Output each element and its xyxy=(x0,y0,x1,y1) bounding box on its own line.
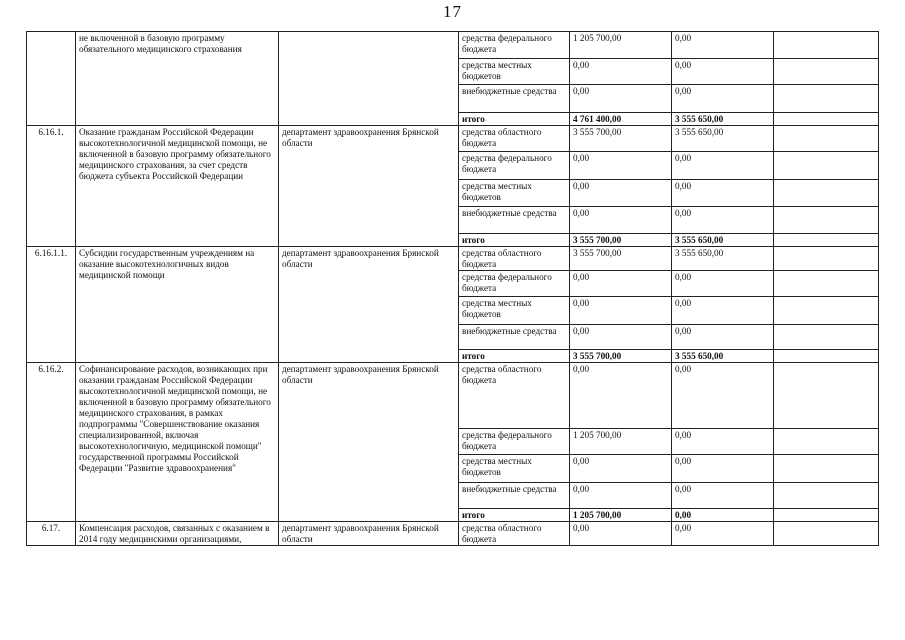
funding-row xyxy=(27,32,879,59)
funding-row xyxy=(27,126,879,152)
funding-row xyxy=(27,522,879,546)
item-name: Софинансирование расходов, возникающих при оказании гражданам Российской Федерации высокотехнологичной медицинской помощи, не включенной в базовую программу обязательного медицинского страхования, в рамках подпрограммы "Совершенствование оказания специализированной, включая высокотехнологичную, медицинской помощи" государственной программы Российской Федерации "Развитие здравоохранения" xyxy=(76,363,279,522)
amount-actual: 0,00 xyxy=(672,429,774,455)
empty-cell xyxy=(774,350,879,363)
empty-cell xyxy=(774,297,879,325)
funding-source: средства местных бюджетов xyxy=(459,59,570,85)
amount-actual: 0,00 xyxy=(672,271,774,297)
item-executor: департамент здравоохранения Брянской области xyxy=(279,126,459,247)
amount-actual: 0,00 xyxy=(672,455,774,483)
amount-actual: 0,00 xyxy=(672,85,774,113)
amount-actual: 0,00 xyxy=(672,207,774,234)
funding-row xyxy=(27,247,879,271)
funding-source: средства областного бюджета xyxy=(459,363,570,429)
amount-actual: 0,00 xyxy=(672,483,774,509)
empty-cell xyxy=(774,207,879,234)
empty-cell xyxy=(774,152,879,180)
funding-source: средства местных бюджетов xyxy=(459,180,570,207)
funding-source: итого xyxy=(459,509,570,522)
funding-source: итого xyxy=(459,113,570,126)
empty-cell xyxy=(774,455,879,483)
amount-actual: 3 555 650,00 xyxy=(672,247,774,271)
budget-table-body xyxy=(27,32,879,546)
amount-actual: 3 555 650,00 xyxy=(672,126,774,152)
empty-cell xyxy=(774,429,879,455)
funding-source: внебюджетные средства xyxy=(459,85,570,113)
amount-actual: 0,00 xyxy=(672,509,774,522)
item-code: 6.16.1. xyxy=(27,126,76,247)
item-code: 6.17. xyxy=(27,522,76,546)
amount-actual: 0,00 xyxy=(672,32,774,59)
amount-planned: 0,00 xyxy=(570,522,672,546)
funding-source: средства местных бюджетов xyxy=(459,297,570,325)
amount-actual: 3 555 650,00 xyxy=(672,113,774,126)
empty-cell xyxy=(774,271,879,297)
amount-actual: 0,00 xyxy=(672,522,774,546)
empty-cell xyxy=(774,180,879,207)
empty-cell xyxy=(774,509,879,522)
item-code xyxy=(27,32,76,126)
amount-planned: 0,00 xyxy=(570,297,672,325)
empty-cell xyxy=(774,247,879,271)
amount-planned: 0,00 xyxy=(570,152,672,180)
funding-source: внебюджетные средства xyxy=(459,207,570,234)
empty-cell xyxy=(774,325,879,350)
funding-source: средства областного бюджета xyxy=(459,247,570,271)
amount-actual: 0,00 xyxy=(672,297,774,325)
amount-planned: 3 555 700,00 xyxy=(570,247,672,271)
amount-planned: 4 761 400,00 xyxy=(570,113,672,126)
page-number: 17 xyxy=(443,2,462,21)
amount-actual: 3 555 650,00 xyxy=(672,350,774,363)
amount-planned: 1 205 700,00 xyxy=(570,429,672,455)
funding-source: итого xyxy=(459,234,570,247)
amount-actual: 0,00 xyxy=(672,363,774,429)
amount-planned: 0,00 xyxy=(570,455,672,483)
item-name: не включенной в базовую программу обязательного медицинского страхования xyxy=(76,32,279,126)
amount-planned: 0,00 xyxy=(570,325,672,350)
amount-planned: 1 205 700,00 xyxy=(570,509,672,522)
amount-planned: 0,00 xyxy=(570,271,672,297)
amount-planned: 0,00 xyxy=(570,483,672,509)
amount-actual: 3 555 650,00 xyxy=(672,234,774,247)
empty-cell xyxy=(774,234,879,247)
item-name: Компенсация расходов, связанных с оказанием в 2014 году медицинскими организациями, xyxy=(76,522,279,546)
item-code: 6.16.2. xyxy=(27,363,76,522)
budget-table xyxy=(26,31,879,546)
amount-planned: 1 205 700,00 xyxy=(570,32,672,59)
empty-cell xyxy=(774,522,879,546)
amount-actual: 0,00 xyxy=(672,180,774,207)
funding-source: средства областного бюджета xyxy=(459,126,570,152)
item-executor: департамент здравоохранения Брянской области xyxy=(279,522,459,546)
amount-planned: 0,00 xyxy=(570,363,672,429)
funding-row xyxy=(27,363,879,429)
amount-actual: 0,00 xyxy=(672,325,774,350)
empty-cell xyxy=(774,126,879,152)
empty-cell xyxy=(774,113,879,126)
amount-actual: 0,00 xyxy=(672,59,774,85)
empty-cell xyxy=(774,85,879,113)
funding-source: средства местных бюджетов xyxy=(459,455,570,483)
funding-source: внебюджетные средства xyxy=(459,325,570,350)
funding-source: внебюджетные средства xyxy=(459,483,570,509)
empty-cell xyxy=(774,59,879,85)
item-code: 6.16.1.1. xyxy=(27,247,76,363)
amount-planned: 3 555 700,00 xyxy=(570,350,672,363)
item-name: Оказание гражданам Российской Федерации высокотехнологичной медицинской помощи, не включенной в базовую программу обязательного медицинского страхования, за счет средств бюджета субъекта Российской Федерации xyxy=(76,126,279,247)
amount-planned: 0,00 xyxy=(570,207,672,234)
funding-source: средства федерального бюджета xyxy=(459,32,570,59)
amount-planned: 0,00 xyxy=(570,59,672,85)
amount-actual: 0,00 xyxy=(672,152,774,180)
amount-planned: 3 555 700,00 xyxy=(570,126,672,152)
funding-source: средства федерального бюджета xyxy=(459,271,570,297)
funding-source: средства федерального бюджета xyxy=(459,429,570,455)
empty-cell xyxy=(774,483,879,509)
empty-cell xyxy=(774,32,879,59)
item-executor xyxy=(279,32,459,126)
funding-source: средства областного бюджета xyxy=(459,522,570,546)
item-executor: департамент здравоохранения Брянской области xyxy=(279,247,459,363)
funding-source: итого xyxy=(459,350,570,363)
amount-planned: 3 555 700,00 xyxy=(570,234,672,247)
funding-source: средства федерального бюджета xyxy=(459,152,570,180)
empty-cell xyxy=(774,363,879,429)
amount-planned: 0,00 xyxy=(570,85,672,113)
item-name: Субсидии государственным учреждениям на оказание высокотехнологичных видов медицинской помощи xyxy=(76,247,279,363)
amount-planned: 0,00 xyxy=(570,180,672,207)
item-executor: департамент здравоохранения Брянской области xyxy=(279,363,459,522)
